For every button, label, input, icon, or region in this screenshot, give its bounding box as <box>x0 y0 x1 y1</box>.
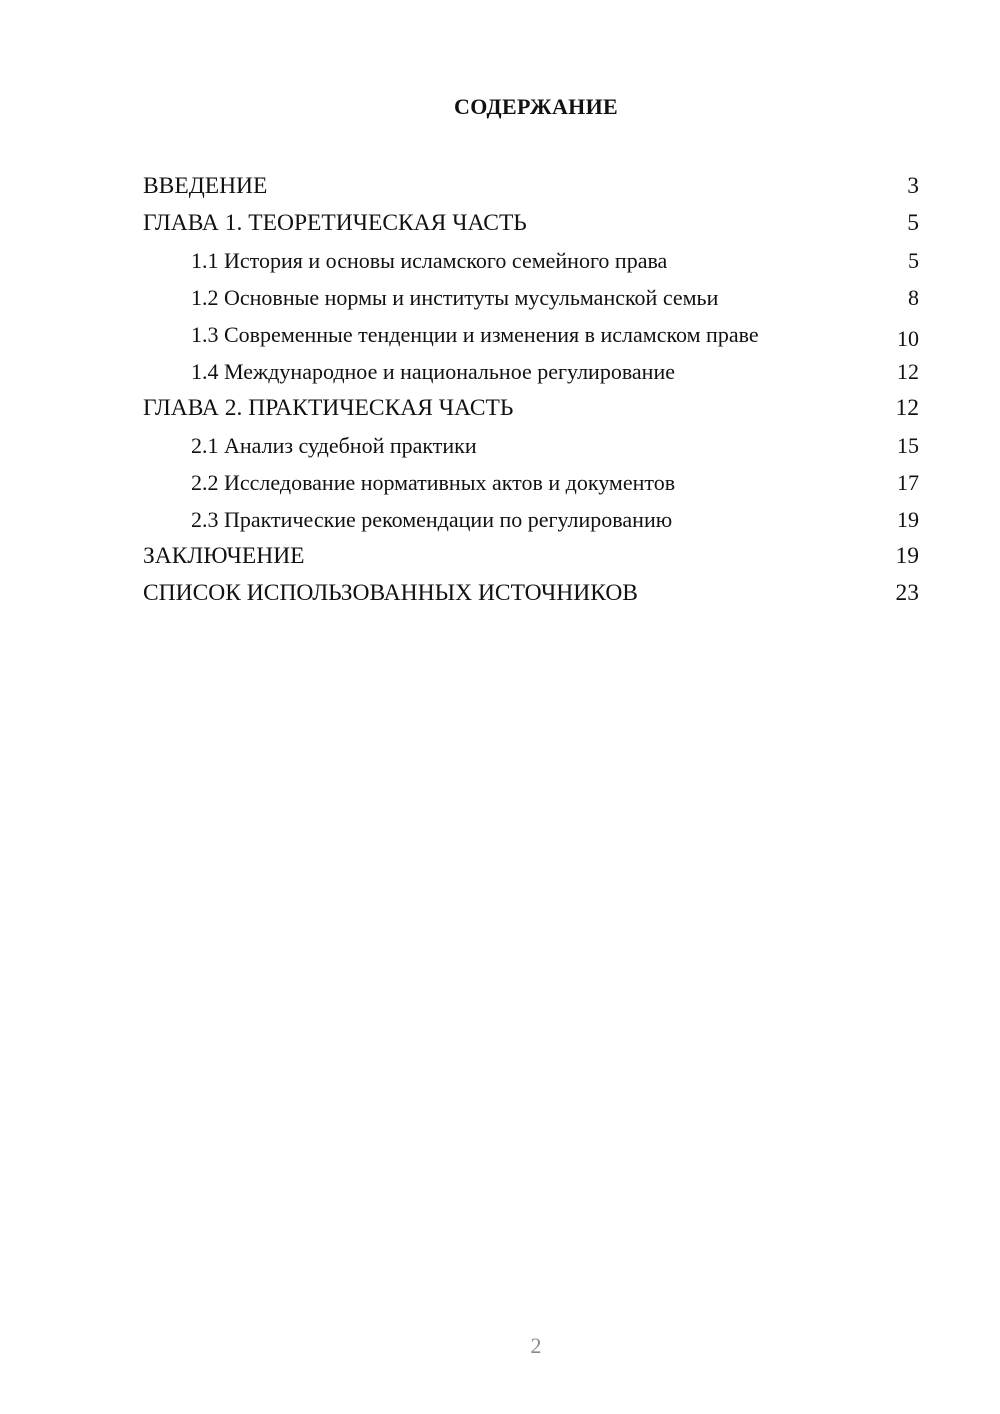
toc-entry-page: 8 <box>908 285 919 310</box>
toc-entry-text: 2.3 Практические рекомендации по регулированию <box>191 507 673 532</box>
toc-entry-section-1-3[interactable] <box>143 316 919 353</box>
toc-entry-section-2-3[interactable] <box>143 501 919 538</box>
toc-entry-conclusion[interactable] <box>143 538 919 575</box>
toc-entry-section-1-1[interactable] <box>143 242 919 279</box>
toc-entry-text: 1.2 Основные нормы и институты мусульманской семьи <box>191 285 719 310</box>
table-of-contents <box>143 168 919 612</box>
toc-entry-page: 19 <box>895 543 919 569</box>
toc-entry-text: 1.3 Современные тенденции и изменения в исламском праве <box>191 322 759 347</box>
toc-entry-references[interactable] <box>143 575 919 612</box>
page-number: 2 <box>530 1333 542 1358</box>
toc-entry-text: ЗАКЛЮЧЕНИЕ <box>143 543 305 569</box>
toc-entry-section-1-2[interactable] <box>143 279 919 316</box>
toc-entry-page: 5 <box>907 210 919 236</box>
toc-entry-text: 2.1 Анализ судебной практики <box>191 433 477 458</box>
toc-entry-page: 12 <box>897 359 919 384</box>
toc-entry-text: ВВЕДЕНИЕ <box>143 173 268 199</box>
toc-entry-chapter-1[interactable] <box>143 205 919 242</box>
toc-entry-introduction[interactable] <box>143 168 919 205</box>
toc-entry-page: 12 <box>895 395 919 421</box>
toc-entry-page: 10 <box>897 326 919 351</box>
toc-entry-page: 3 <box>907 173 919 199</box>
toc-entry-section-2-1[interactable] <box>143 427 919 464</box>
toc-entry-text: ГЛАВА 1. ТЕОРЕТИЧЕСКАЯ ЧАСТЬ <box>143 210 527 236</box>
toc-entry-chapter-2[interactable] <box>143 390 919 427</box>
toc-entry-text: 1.1 История и основы исламского семейного права <box>191 248 668 273</box>
toc-entry-text: 1.4 Международное и национальное регулирование <box>191 359 675 384</box>
toc-entry-text: ГЛАВА 2. ПРАКТИЧЕСКАЯ ЧАСТЬ <box>143 395 514 421</box>
toc-entry-page: 23 <box>895 580 919 606</box>
toc-entry-section-2-2[interactable] <box>143 464 919 501</box>
toc-entry-section-1-4[interactable] <box>143 353 919 390</box>
toc-entry-page: 17 <box>897 470 919 495</box>
toc-entry-page: 15 <box>897 433 919 458</box>
toc-entry-page: 5 <box>908 248 919 273</box>
toc-title: СОДЕРЖАНИЕ <box>454 94 618 119</box>
toc-entry-page: 19 <box>897 507 919 532</box>
toc-entry-text: 2.2 Исследование нормативных актов и документов <box>191 470 676 495</box>
toc-entry-text: СПИСОК ИСПОЛЬЗОВАННЫХ ИСТОЧНИКОВ <box>143 580 638 606</box>
